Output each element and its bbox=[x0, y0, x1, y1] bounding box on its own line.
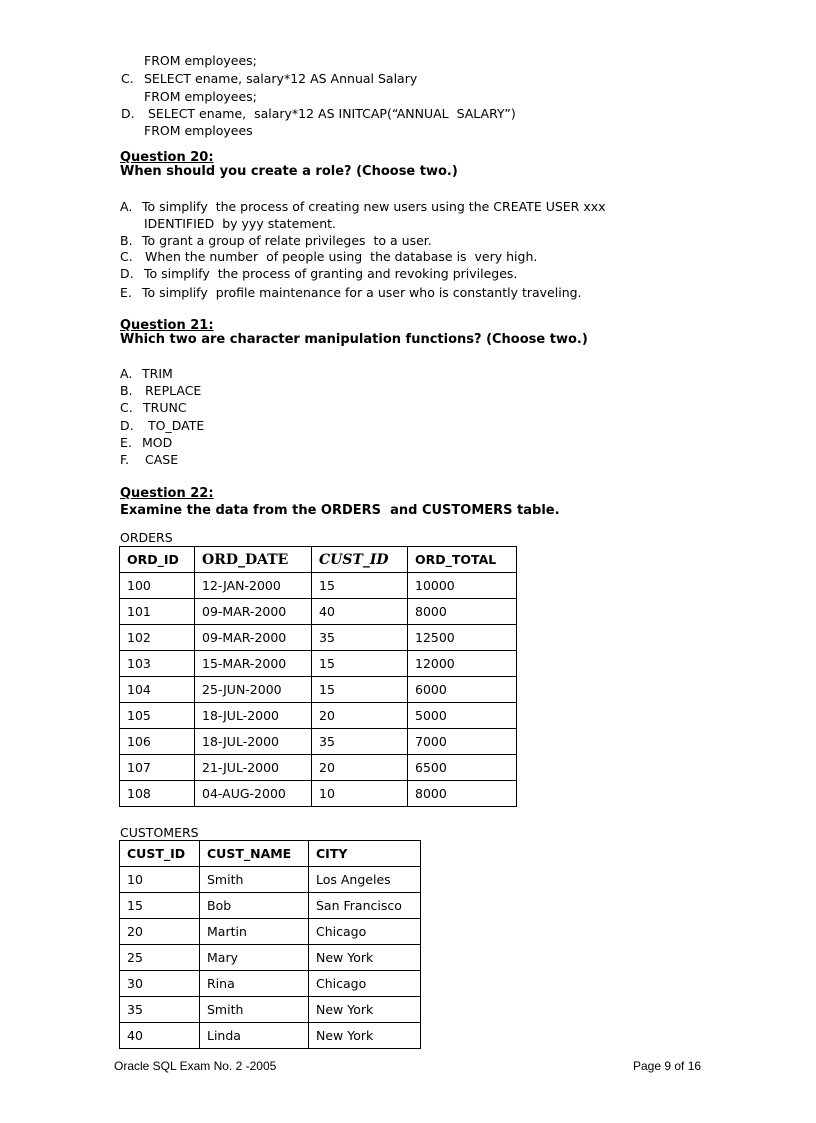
table-row bbox=[120, 971, 421, 997]
cell-ord-total: 6500 bbox=[408, 755, 517, 781]
cell-cust-name: Smith bbox=[200, 867, 309, 893]
table-row bbox=[120, 703, 517, 729]
question-prompt: When should you create a role? (Choose two.) bbox=[120, 164, 458, 179]
table-row bbox=[120, 945, 421, 971]
option-text: SELECT ename, salary*12 AS INITCAP(“ANNUAL SALARY”) bbox=[148, 106, 516, 121]
option-text: TO_DATE bbox=[148, 418, 205, 433]
option-text: TRIM bbox=[142, 366, 173, 381]
option-text: MOD bbox=[142, 435, 173, 450]
option-item: C. bbox=[121, 71, 134, 86]
cell-city: Chicago bbox=[309, 971, 421, 997]
table-row bbox=[120, 997, 421, 1023]
cell-cust-id: 35 bbox=[312, 729, 408, 755]
cell-ord-id: 102 bbox=[120, 625, 195, 651]
option-continuation: FROM employees bbox=[144, 123, 253, 138]
option-label: C. bbox=[120, 249, 133, 264]
cell-cust-id: 35 bbox=[312, 625, 408, 651]
customers-table bbox=[119, 840, 421, 1049]
option-text: To grant a group of relate privileges to a user. bbox=[142, 233, 432, 248]
option-label: D. bbox=[120, 266, 134, 281]
option-text: To simplify the process of creating new users using the CREATE USER xxx bbox=[142, 199, 606, 214]
cell-cust-name: Mary bbox=[200, 945, 309, 971]
cell-ord-total: 6000 bbox=[408, 677, 517, 703]
option-label: A. bbox=[120, 199, 133, 214]
cell-ord-id: 101 bbox=[120, 599, 195, 625]
question-title: Question 21: bbox=[120, 318, 214, 333]
column-header: ORD_DATE bbox=[195, 547, 312, 573]
cell-ord-id: 108 bbox=[120, 781, 195, 807]
option-label: B. bbox=[120, 233, 133, 248]
cell-cust-id: 20 bbox=[312, 703, 408, 729]
table-row bbox=[120, 919, 421, 945]
column-header: CUST_NAME bbox=[200, 841, 309, 867]
option-continuation: IDENTIFIED by yyy statement. bbox=[144, 216, 337, 231]
cell-ord-id: 104 bbox=[120, 677, 195, 703]
column-header: ORD_ID bbox=[120, 547, 195, 573]
cell-cust-id: 15 bbox=[312, 651, 408, 677]
question-title: Question 20: bbox=[120, 150, 214, 165]
option-label: A. bbox=[120, 366, 133, 381]
option-item: D. bbox=[121, 106, 135, 121]
option-label: E. bbox=[120, 435, 132, 450]
option-label: C. bbox=[120, 400, 133, 415]
cell-cust-id: 20 bbox=[120, 919, 200, 945]
cell-cust-id: 15 bbox=[120, 893, 200, 919]
cell-cust-id: 35 bbox=[120, 997, 200, 1023]
table-row bbox=[120, 729, 517, 755]
cell-ord-total: 5000 bbox=[408, 703, 517, 729]
table-row bbox=[120, 651, 517, 677]
cell-city: New York bbox=[309, 1023, 421, 1049]
table-row bbox=[120, 573, 517, 599]
cell-ord-date: 09-MAR-2000 bbox=[195, 599, 312, 625]
option-text: REPLACE bbox=[145, 383, 202, 398]
cell-ord-id: 100 bbox=[120, 573, 195, 599]
cell-ord-id: 105 bbox=[120, 703, 195, 729]
cell-ord-total: 12500 bbox=[408, 625, 517, 651]
cell-ord-total: 8000 bbox=[408, 781, 517, 807]
option-text: CASE bbox=[145, 452, 179, 467]
cell-ord-date: 15-MAR-2000 bbox=[195, 651, 312, 677]
table-row bbox=[120, 781, 517, 807]
cell-cust-id: 10 bbox=[120, 867, 200, 893]
cell-city: Los Angeles bbox=[309, 867, 421, 893]
cell-ord-date: 12-JAN-2000 bbox=[195, 573, 312, 599]
cell-ord-date: 18-JUL-2000 bbox=[195, 703, 312, 729]
table-header-row bbox=[120, 841, 421, 867]
option-text: TRUNC bbox=[143, 400, 187, 415]
option-continuation: FROM employees; bbox=[144, 89, 257, 104]
cell-city: Chicago bbox=[309, 919, 421, 945]
table-row bbox=[120, 625, 517, 651]
cell-city: New York bbox=[309, 997, 421, 1023]
option-label: B. bbox=[120, 383, 133, 398]
cell-city: New York bbox=[309, 945, 421, 971]
cell-ord-total: 10000 bbox=[408, 573, 517, 599]
cell-ord-id: 103 bbox=[120, 651, 195, 677]
column-header: ORD_TOTAL bbox=[408, 547, 517, 573]
cell-ord-id: 107 bbox=[120, 755, 195, 781]
table-row bbox=[120, 867, 421, 893]
column-header: CITY bbox=[309, 841, 421, 867]
cell-ord-date: 04-AUG-2000 bbox=[195, 781, 312, 807]
table-row bbox=[120, 1023, 421, 1049]
cell-cust-id: 25 bbox=[120, 945, 200, 971]
cell-cust-name: Linda bbox=[200, 1023, 309, 1049]
option-text: SELECT ename, salary*12 AS Annual Salary bbox=[144, 71, 418, 86]
table-header-row bbox=[120, 547, 517, 573]
cell-ord-id: 106 bbox=[120, 729, 195, 755]
table-row bbox=[120, 755, 517, 781]
table-row bbox=[120, 677, 517, 703]
option-label: E. bbox=[120, 285, 132, 300]
cell-ord-date: 18-JUL-2000 bbox=[195, 729, 312, 755]
table-row bbox=[120, 893, 421, 919]
option-label: F. bbox=[120, 452, 130, 467]
cell-cust-id: 15 bbox=[312, 573, 408, 599]
cell-cust-id: 30 bbox=[120, 971, 200, 997]
option-text: To simplify the process of granting and revoking privileges. bbox=[144, 266, 518, 281]
question-prompt: Which two are character manipulation functions? (Choose two.) bbox=[120, 332, 588, 347]
cell-ord-date: 21-JUL-2000 bbox=[195, 755, 312, 781]
column-header: CUST_ID bbox=[312, 547, 408, 573]
cell-cust-name: Rina bbox=[200, 971, 309, 997]
cell-cust-id: 10 bbox=[312, 781, 408, 807]
footer-page-number: Page 9 of 16 bbox=[633, 1059, 702, 1073]
question-prompt: Examine the data from the ORDERS and CUSTOMERS table. bbox=[120, 503, 560, 518]
question-title: Question 22: bbox=[120, 486, 214, 501]
cell-cust-id: 20 bbox=[312, 755, 408, 781]
option-text: To simplify profile maintenance for a user who is constantly traveling. bbox=[142, 285, 582, 300]
table-row bbox=[120, 599, 517, 625]
cell-cust-id: 15 bbox=[312, 677, 408, 703]
orders-table bbox=[119, 546, 517, 807]
orders-table-caption: ORDERS bbox=[120, 530, 173, 545]
cell-ord-total: 12000 bbox=[408, 651, 517, 677]
cell-cust-name: Martin bbox=[200, 919, 309, 945]
cell-ord-total: 8000 bbox=[408, 599, 517, 625]
option-text: When the number of people using the database is very high. bbox=[145, 249, 538, 264]
footer-exam-title: Oracle SQL Exam No. 2 -2005 bbox=[114, 1059, 277, 1073]
column-header: CUST_ID bbox=[120, 841, 200, 867]
cell-cust-name: Smith bbox=[200, 997, 309, 1023]
cell-cust-id: 40 bbox=[120, 1023, 200, 1049]
cell-ord-date: 25-JUN-2000 bbox=[195, 677, 312, 703]
option-continuation: FROM employees; bbox=[144, 53, 257, 68]
cell-ord-total: 7000 bbox=[408, 729, 517, 755]
cell-ord-date: 09-MAR-2000 bbox=[195, 625, 312, 651]
cell-cust-id: 40 bbox=[312, 599, 408, 625]
cell-city: San Francisco bbox=[309, 893, 421, 919]
cell-cust-name: Bob bbox=[200, 893, 309, 919]
customers-table-caption: CUSTOMERS bbox=[120, 825, 199, 840]
option-label: D. bbox=[120, 418, 134, 433]
